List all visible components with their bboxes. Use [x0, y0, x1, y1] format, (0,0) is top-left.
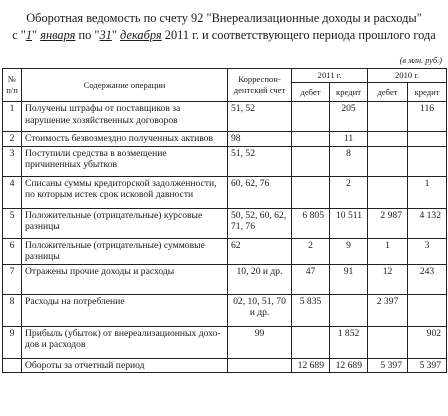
- row-debit-2010: [368, 326, 408, 358]
- document-title: [0, 10, 448, 44]
- header-year-2010: 2010 г.: [368, 69, 447, 83]
- unit-note: (в млн. руб.): [399, 56, 442, 65]
- title-line-2: с "1" января по "31" декабря 2011 г. и соответствующего периода прошлого года: [12, 28, 436, 42]
- row-corr: [228, 358, 292, 373]
- table-row: [3, 176, 447, 208]
- header-corr-account: Корреспон-дентский счет: [228, 69, 292, 102]
- row-credit-2011: 1 852: [330, 326, 368, 358]
- row-operation: Получены штрафы от поставщиков за нарушение хозяйственных договоров: [22, 102, 228, 132]
- table-row: [3, 264, 447, 294]
- row-debit-2011: 47: [292, 264, 330, 294]
- row-operation: Положительные (отрицательные) суммовые разницы: [22, 238, 228, 264]
- header-debit-2011: дебет: [292, 83, 330, 102]
- header-operation: Содержание операции: [22, 69, 228, 102]
- row-debit-2011: 2: [292, 238, 330, 264]
- row-num: 4: [3, 176, 22, 208]
- row-credit-2011: 11: [330, 132, 368, 147]
- row-debit-2011: [292, 326, 330, 358]
- table-header-row: [3, 69, 447, 83]
- row-credit-2011: 8: [330, 146, 368, 176]
- row-credit-2010: 1: [408, 176, 447, 208]
- row-debit-2011: 6 805: [292, 208, 330, 238]
- header-credit-2010: кредит: [408, 83, 447, 102]
- row-debit-2010: [368, 146, 408, 176]
- table-row: [3, 238, 447, 264]
- title-line-1: Оборотная ведомость по счету 92 "Внереализационные доходы и расходы": [26, 11, 422, 25]
- row-debit-2010: 2 397: [368, 294, 408, 326]
- header-debit-2010: дебет: [368, 83, 408, 102]
- table-row: [3, 294, 447, 326]
- row-num: 8: [3, 294, 22, 326]
- row-corr: 10, 20 и др.: [228, 264, 292, 294]
- row-credit-2010: 243: [408, 264, 447, 294]
- row-credit-2010: 902: [408, 326, 447, 358]
- row-debit-2011: [292, 176, 330, 208]
- row-debit-2010: [368, 102, 408, 132]
- row-num: 5: [3, 208, 22, 238]
- row-corr: 98: [228, 132, 292, 147]
- row-debit-2010: [368, 132, 408, 147]
- row-credit-2010: [408, 294, 447, 326]
- row-debit-2011: [292, 102, 330, 132]
- row-operation: Прибыль (убыток) от внереализационных дохо-дов и расходов: [22, 326, 228, 358]
- row-operation: Списаны суммы кредиторской задолженности, по которым истек срок исковой давности: [22, 176, 228, 208]
- row-debit-2010: [368, 176, 408, 208]
- row-operation: Стоимость безвозмездно полученных активов: [22, 132, 228, 147]
- row-corr: 02, 10, 51, 70 и др.: [228, 294, 292, 326]
- row-credit-2010: [408, 132, 447, 147]
- row-debit-2011: [292, 132, 330, 147]
- row-credit-2011: [330, 294, 368, 326]
- title-month-to: декабря: [120, 28, 162, 42]
- table-total-row: [3, 358, 447, 373]
- row-debit-2011: 12 689: [292, 358, 330, 373]
- row-operation: Расходы на потребление: [22, 294, 228, 326]
- title-month-from: января: [40, 28, 76, 42]
- row-num: 2: [3, 132, 22, 147]
- turnover-table: [2, 68, 447, 373]
- table-row: [3, 326, 447, 358]
- row-credit-2011: 9: [330, 238, 368, 264]
- table-row: [3, 132, 447, 147]
- row-credit-2011: 12 689: [330, 358, 368, 373]
- row-credit-2011: 205: [330, 102, 368, 132]
- row-num: 3: [3, 146, 22, 176]
- row-credit-2010: 116: [408, 102, 447, 132]
- row-corr: 62: [228, 238, 292, 264]
- row-debit-2010: 2 987: [368, 208, 408, 238]
- row-credit-2010: [408, 146, 447, 176]
- table-row: [3, 208, 447, 238]
- header-num: № п/п: [3, 69, 22, 102]
- header-credit-2011: кредит: [330, 83, 368, 102]
- table-row: [3, 102, 447, 132]
- title-year: 2011: [161, 28, 190, 42]
- title-day-from: 1: [25, 28, 33, 42]
- row-num: 7: [3, 264, 22, 294]
- title-day-to: 31: [99, 28, 112, 42]
- table-row: [3, 146, 447, 176]
- row-credit-2011: 2: [330, 176, 368, 208]
- header-year-2011: 2011 г.: [292, 69, 368, 83]
- row-num: 1: [3, 102, 22, 132]
- row-debit-2011: 5 835: [292, 294, 330, 326]
- row-operation: Отражены прочие доходы и расходы: [22, 264, 228, 294]
- row-credit-2011: 91: [330, 264, 368, 294]
- row-corr: 51, 52: [228, 102, 292, 132]
- row-operation: Положительные (отрицательные) курсовые разницы: [22, 208, 228, 238]
- row-operation: Обороты за отчетный период: [22, 358, 228, 373]
- row-corr: 51, 52: [228, 146, 292, 176]
- row-num: 9: [3, 326, 22, 358]
- row-corr: 99: [228, 326, 292, 358]
- row-debit-2011: [292, 146, 330, 176]
- row-debit-2010: 5 397: [368, 358, 408, 373]
- row-credit-2010: 4 132: [408, 208, 447, 238]
- row-num: 6: [3, 238, 22, 264]
- row-credit-2010: 3: [408, 238, 447, 264]
- row-debit-2010: 12: [368, 264, 408, 294]
- row-corr: 50, 52, 60, 62, 71, 76: [228, 208, 292, 238]
- row-num: [3, 358, 22, 373]
- row-corr: 60, 62, 76: [228, 176, 292, 208]
- row-credit-2011: 10 511: [330, 208, 368, 238]
- row-operation: Поступили средства в возмещение причиненных убытков: [22, 146, 228, 176]
- row-debit-2010: 1: [368, 238, 408, 264]
- row-credit-2010: 5 397: [408, 358, 447, 373]
